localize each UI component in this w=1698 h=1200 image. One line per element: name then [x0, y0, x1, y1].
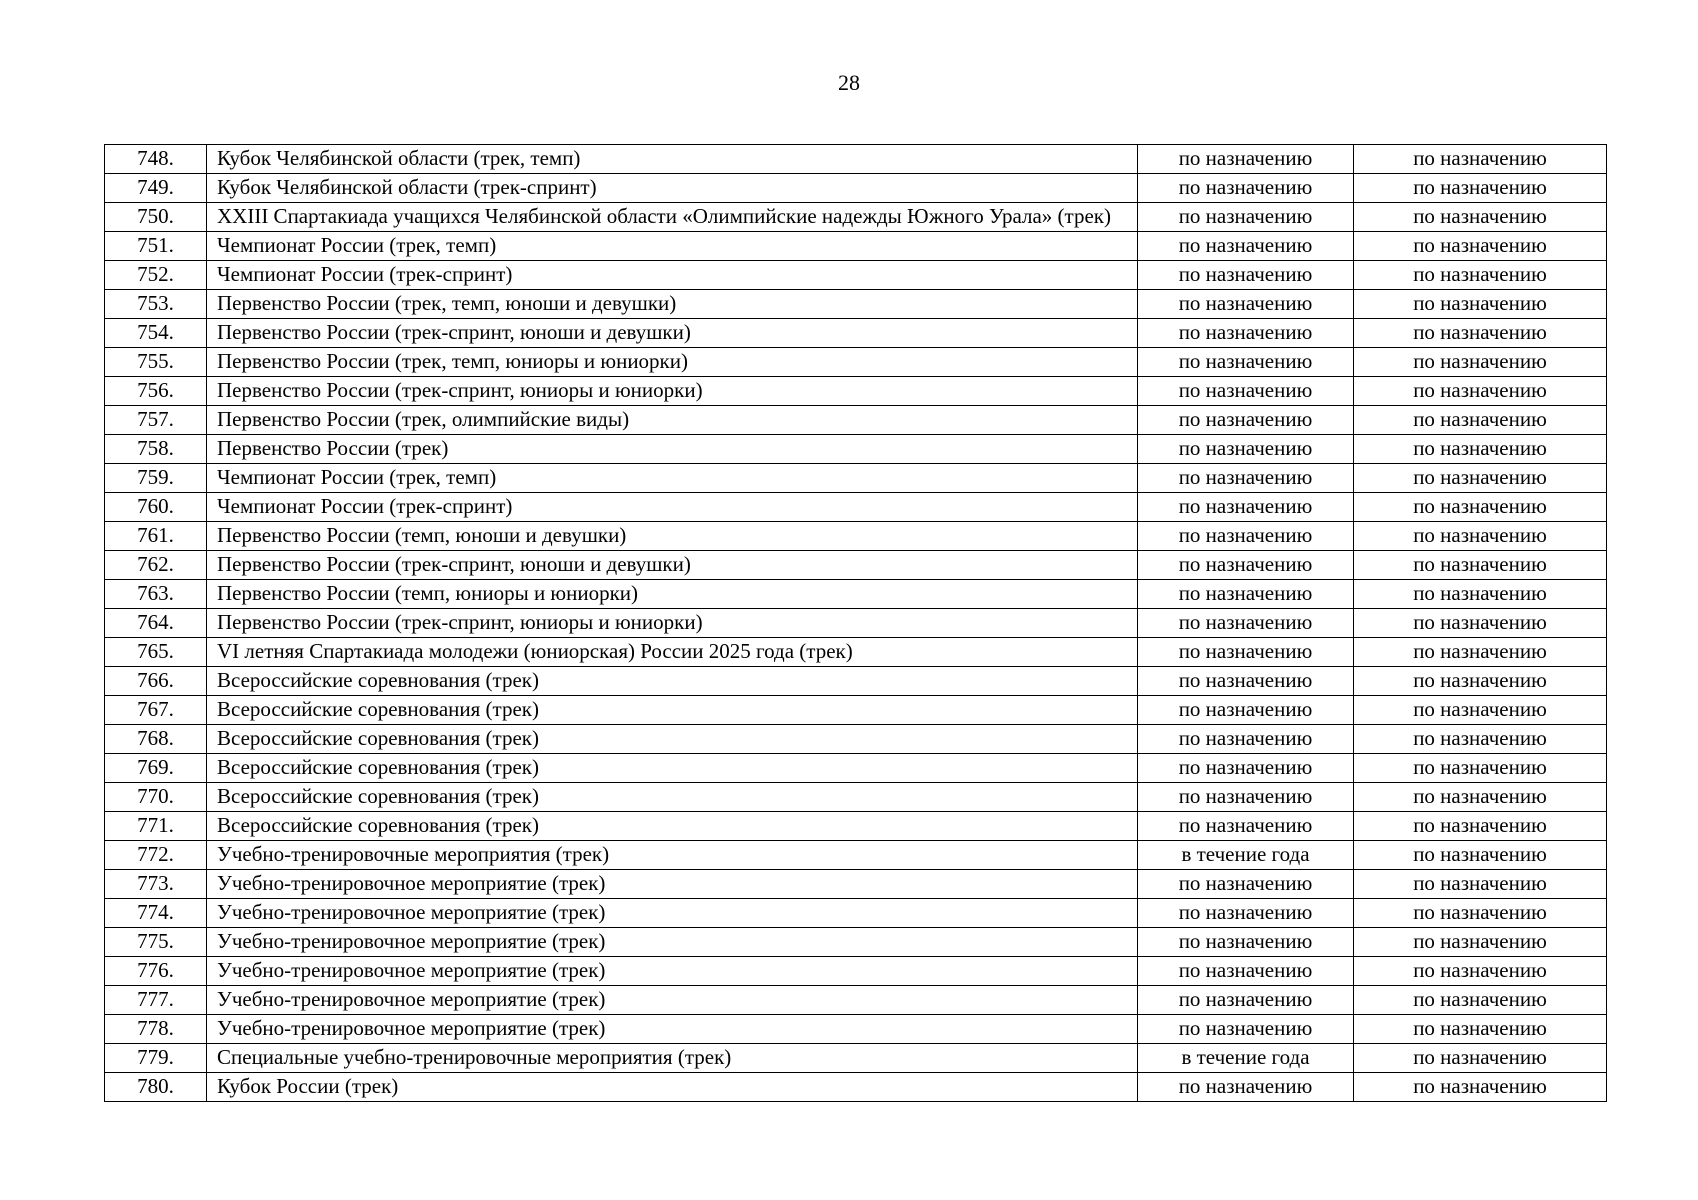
event-name-cell: Первенство России (трек, темп, юноши и девушки): [207, 290, 1138, 319]
table-row: [105, 812, 1607, 841]
table-row: [105, 232, 1607, 261]
event-name-cell: Кубок Челябинской области (трек-спринт): [207, 174, 1138, 203]
event-date-cell: по назначению: [1138, 783, 1354, 812]
event-name-cell: Всероссийские соревнования (трек): [207, 667, 1138, 696]
event-name-cell: Первенство России (трек-спринт, юниоры и юниорки): [207, 377, 1138, 406]
event-date-cell: по назначению: [1138, 261, 1354, 290]
row-number-cell: 765.: [105, 638, 207, 667]
table-row: [105, 1015, 1607, 1044]
row-number-cell: 779.: [105, 1044, 207, 1073]
event-date-cell: по назначению: [1138, 638, 1354, 667]
event-date-cell: в течение года: [1138, 841, 1354, 870]
row-number-cell: 772.: [105, 841, 207, 870]
row-number-cell: 764.: [105, 609, 207, 638]
table-row: [105, 203, 1607, 232]
row-number-cell: 763.: [105, 580, 207, 609]
table-row: [105, 580, 1607, 609]
row-number-cell: 758.: [105, 435, 207, 464]
table-row: [105, 609, 1607, 638]
row-number-cell: 774.: [105, 899, 207, 928]
event-name-cell: Учебно-тренировочное мероприятие (трек): [207, 899, 1138, 928]
event-date-cell: по назначению: [1138, 464, 1354, 493]
event-place-cell: по назначению: [1354, 1015, 1607, 1044]
event-name-cell: Первенство России (трек, темп, юниоры и юниорки): [207, 348, 1138, 377]
row-number-cell: 761.: [105, 522, 207, 551]
event-date-cell: по назначению: [1138, 348, 1354, 377]
event-place-cell: по назначению: [1354, 406, 1607, 435]
event-place-cell: по назначению: [1354, 551, 1607, 580]
row-number-cell: 751.: [105, 232, 207, 261]
event-place-cell: по назначению: [1354, 348, 1607, 377]
row-number-cell: 750.: [105, 203, 207, 232]
event-place-cell: по назначению: [1354, 725, 1607, 754]
event-name-cell: Всероссийские соревнования (трек): [207, 812, 1138, 841]
page-number: 28: [838, 70, 860, 95]
event-place-cell: по назначению: [1354, 754, 1607, 783]
table-row: [105, 928, 1607, 957]
event-name-cell: Первенство России (трек-спринт, юноши и девушки): [207, 319, 1138, 348]
event-place-cell: по назначению: [1354, 232, 1607, 261]
event-place-cell: по назначению: [1354, 174, 1607, 203]
row-number-cell: 759.: [105, 464, 207, 493]
event-place-cell: по назначению: [1354, 580, 1607, 609]
event-name-cell: Учебно-тренировочное мероприятие (трек): [207, 986, 1138, 1015]
table-row: [105, 464, 1607, 493]
row-number-cell: 748.: [105, 145, 207, 174]
event-place-cell: по назначению: [1354, 638, 1607, 667]
row-number-cell: 756.: [105, 377, 207, 406]
event-place-cell: по назначению: [1354, 609, 1607, 638]
event-place-cell: по назначению: [1354, 928, 1607, 957]
event-date-cell: по назначению: [1138, 232, 1354, 261]
table-row: [105, 290, 1607, 319]
table-row: [105, 551, 1607, 580]
event-name-cell: Учебно-тренировочные мероприятия (трек): [207, 841, 1138, 870]
event-name-cell: Первенство России (трек, олимпийские виды): [207, 406, 1138, 435]
event-name-cell: Кубок России (трек): [207, 1073, 1138, 1102]
event-date-cell: по назначению: [1138, 1015, 1354, 1044]
event-date-cell: по назначению: [1138, 203, 1354, 232]
event-place-cell: по назначению: [1354, 1073, 1607, 1102]
event-name-cell: Первенство России (темп, юниоры и юниорки): [207, 580, 1138, 609]
table-row: [105, 754, 1607, 783]
table-row: [105, 174, 1607, 203]
event-place-cell: по назначению: [1354, 377, 1607, 406]
event-place-cell: по назначению: [1354, 464, 1607, 493]
row-number-cell: 780.: [105, 1073, 207, 1102]
event-place-cell: по назначению: [1354, 841, 1607, 870]
event-place-cell: по назначению: [1354, 812, 1607, 841]
event-name-cell: Учебно-тренировочное мероприятие (трек): [207, 1015, 1138, 1044]
row-number-cell: 757.: [105, 406, 207, 435]
event-date-cell: по назначению: [1138, 899, 1354, 928]
event-place-cell: по назначению: [1354, 899, 1607, 928]
table-row: [105, 435, 1607, 464]
event-date-cell: по назначению: [1138, 928, 1354, 957]
event-name-cell: Кубок Челябинской области (трек, темп): [207, 145, 1138, 174]
event-date-cell: по назначению: [1138, 377, 1354, 406]
event-place-cell: по назначению: [1354, 667, 1607, 696]
event-place-cell: по назначению: [1354, 783, 1607, 812]
event-date-cell: по назначению: [1138, 986, 1354, 1015]
event-name-cell: Чемпионат России (трек-спринт): [207, 493, 1138, 522]
row-number-cell: 749.: [105, 174, 207, 203]
event-place-cell: по назначению: [1354, 696, 1607, 725]
event-date-cell: по назначению: [1138, 696, 1354, 725]
event-date-cell: по назначению: [1138, 609, 1354, 638]
row-number-cell: 770.: [105, 783, 207, 812]
table-row: [105, 841, 1607, 870]
event-name-cell: Всероссийские соревнования (трек): [207, 783, 1138, 812]
table-row: [105, 667, 1607, 696]
table-row: [105, 522, 1607, 551]
event-date-cell: в течение года: [1138, 1044, 1354, 1073]
event-name-cell: XXIII Спартакиада учащихся Челябинской области «Олимпийские надежды Южного Урала» (трек): [207, 203, 1138, 232]
row-number-cell: 769.: [105, 754, 207, 783]
event-date-cell: по назначению: [1138, 580, 1354, 609]
event-name-cell: Учебно-тренировочное мероприятие (трек): [207, 928, 1138, 957]
table-row: [105, 493, 1607, 522]
table-row: [105, 1073, 1607, 1102]
table-row: [105, 261, 1607, 290]
event-place-cell: по назначению: [1354, 493, 1607, 522]
table-row: [105, 986, 1607, 1015]
event-name-cell: Первенство России (трек-спринт, юноши и девушки): [207, 551, 1138, 580]
row-number-cell: 768.: [105, 725, 207, 754]
row-number-cell: 771.: [105, 812, 207, 841]
events-table: [104, 144, 1607, 1102]
row-number-cell: 777.: [105, 986, 207, 1015]
event-name-cell: Всероссийские соревнования (трек): [207, 754, 1138, 783]
event-date-cell: по назначению: [1138, 551, 1354, 580]
event-place-cell: по назначению: [1354, 261, 1607, 290]
event-place-cell: по назначению: [1354, 145, 1607, 174]
table-row: [105, 957, 1607, 986]
event-date-cell: по назначению: [1138, 870, 1354, 899]
table-row: [105, 319, 1607, 348]
event-name-cell: Всероссийские соревнования (трек): [207, 696, 1138, 725]
row-number-cell: 776.: [105, 957, 207, 986]
event-name-cell: Всероссийские соревнования (трек): [207, 725, 1138, 754]
row-number-cell: 775.: [105, 928, 207, 957]
table-row: [105, 638, 1607, 667]
table-row: [105, 899, 1607, 928]
row-number-cell: 773.: [105, 870, 207, 899]
event-date-cell: по назначению: [1138, 522, 1354, 551]
event-date-cell: по назначению: [1138, 406, 1354, 435]
event-date-cell: по назначению: [1138, 435, 1354, 464]
event-date-cell: по назначению: [1138, 174, 1354, 203]
events-table-body: [105, 145, 1607, 1102]
row-number-cell: 778.: [105, 1015, 207, 1044]
event-name-cell: Учебно-тренировочное мероприятие (трек): [207, 957, 1138, 986]
event-date-cell: по назначению: [1138, 290, 1354, 319]
row-number-cell: 760.: [105, 493, 207, 522]
row-number-cell: 762.: [105, 551, 207, 580]
event-date-cell: по назначению: [1138, 145, 1354, 174]
event-place-cell: по назначению: [1354, 290, 1607, 319]
event-name-cell: Специальные учебно-тренировочные мероприятия (трек): [207, 1044, 1138, 1073]
event-date-cell: по назначению: [1138, 667, 1354, 696]
event-date-cell: по назначению: [1138, 754, 1354, 783]
table-row: [105, 783, 1607, 812]
table-row: [105, 406, 1607, 435]
event-name-cell: Чемпионат России (трек, темп): [207, 464, 1138, 493]
event-date-cell: по назначению: [1138, 812, 1354, 841]
event-place-cell: по назначению: [1354, 870, 1607, 899]
table-row: [105, 696, 1607, 725]
event-name-cell: Первенство России (трек-спринт, юниоры и юниорки): [207, 609, 1138, 638]
event-name-cell: Чемпионат России (трек, темп): [207, 232, 1138, 261]
table-row: [105, 377, 1607, 406]
event-date-cell: по назначению: [1138, 493, 1354, 522]
row-number-cell: 754.: [105, 319, 207, 348]
event-place-cell: по назначению: [1354, 1044, 1607, 1073]
table-row: [105, 870, 1607, 899]
event-date-cell: по назначению: [1138, 725, 1354, 754]
event-place-cell: по назначению: [1354, 203, 1607, 232]
row-number-cell: 752.: [105, 261, 207, 290]
event-date-cell: по назначению: [1138, 319, 1354, 348]
event-place-cell: по назначению: [1354, 435, 1607, 464]
event-place-cell: по назначению: [1354, 957, 1607, 986]
event-date-cell: по назначению: [1138, 957, 1354, 986]
row-number-cell: 766.: [105, 667, 207, 696]
row-number-cell: 767.: [105, 696, 207, 725]
event-date-cell: по назначению: [1138, 1073, 1354, 1102]
event-place-cell: по назначению: [1354, 319, 1607, 348]
table-row: [105, 1044, 1607, 1073]
event-place-cell: по назначению: [1354, 522, 1607, 551]
event-name-cell: Первенство России (трек): [207, 435, 1138, 464]
event-name-cell: Первенство России (темп, юноши и девушки): [207, 522, 1138, 551]
event-name-cell: Чемпионат России (трек-спринт): [207, 261, 1138, 290]
event-name-cell: Учебно-тренировочное мероприятие (трек): [207, 870, 1138, 899]
table-row: [105, 145, 1607, 174]
event-name-cell: VI летняя Спартакиада молодежи (юниорская) России 2025 года (трек): [207, 638, 1138, 667]
event-place-cell: по назначению: [1354, 986, 1607, 1015]
row-number-cell: 753.: [105, 290, 207, 319]
table-row: [105, 348, 1607, 377]
table-row: [105, 725, 1607, 754]
row-number-cell: 755.: [105, 348, 207, 377]
